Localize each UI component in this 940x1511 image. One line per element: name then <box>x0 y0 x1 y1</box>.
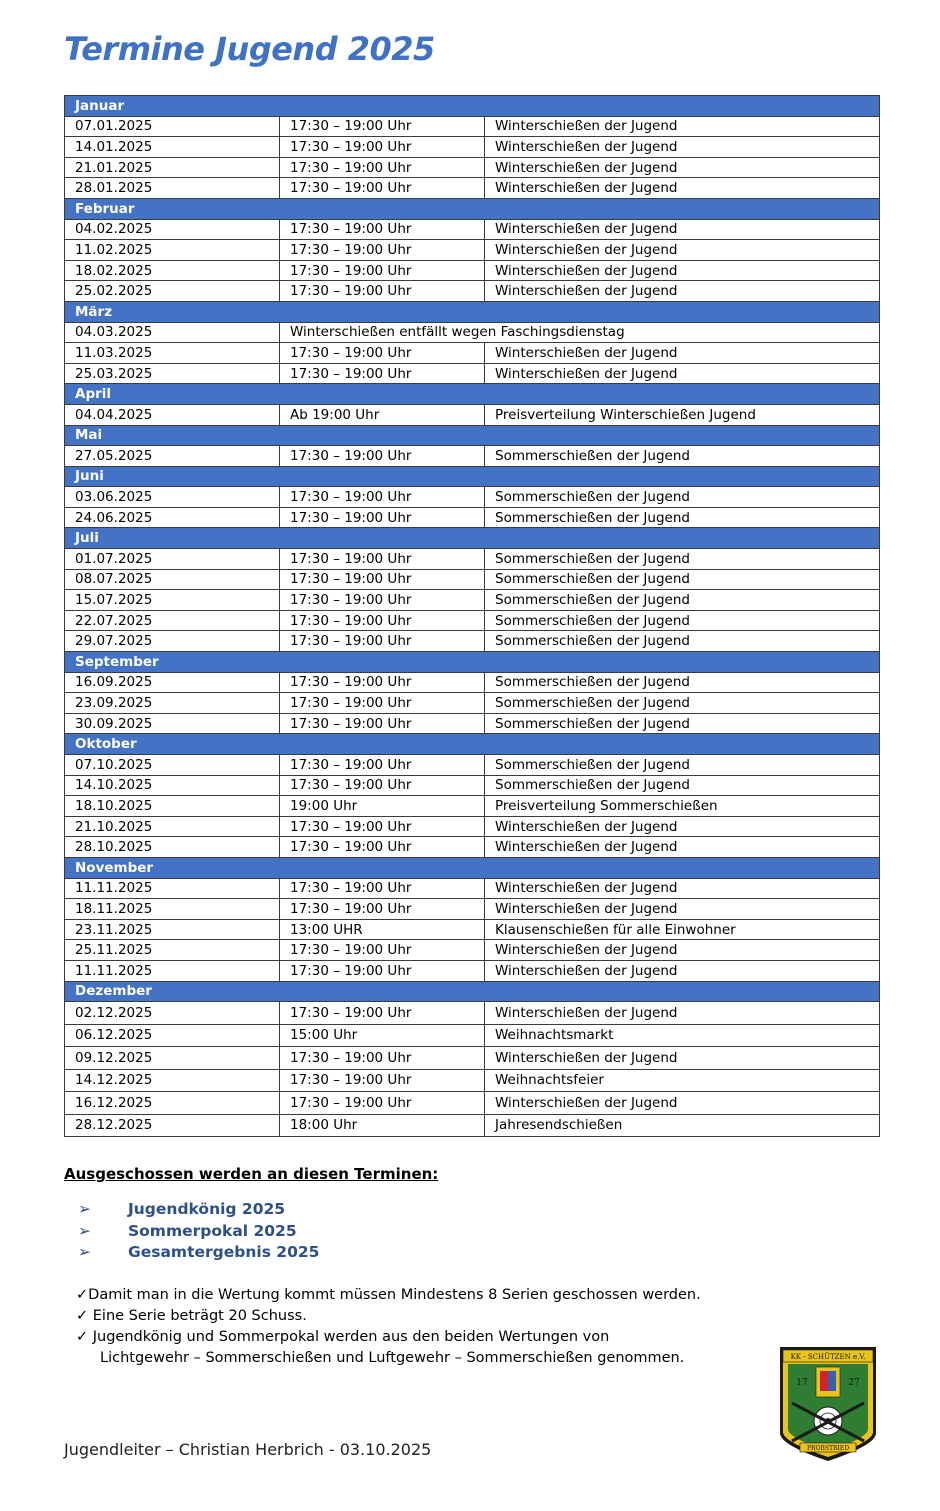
time-cell: 17:30 – 19:00 Uhr <box>280 960 485 981</box>
month-header-row <box>65 466 880 487</box>
table-row <box>65 507 880 528</box>
time-cell: 17:30 – 19:00 Uhr <box>280 219 485 240</box>
time-cell: 17:30 – 19:00 Uhr <box>280 899 485 920</box>
award-label: Sommerpokal 2025 <box>128 1221 297 1240</box>
event-cell: Preisverteilung Winterschießen Jugend <box>485 404 880 425</box>
table-row <box>65 260 880 281</box>
date-cell: 07.10.2025 <box>65 755 280 776</box>
month-header-row <box>65 981 880 1002</box>
date-cell: 18.11.2025 <box>65 899 280 920</box>
event-cell: Winterschießen der Jugend <box>485 260 880 281</box>
date-cell: 02.12.2025 <box>65 1002 280 1025</box>
event-cell: Winterschießen der Jugend <box>485 363 880 384</box>
time-cell: 17:30 – 19:00 Uhr <box>280 837 485 858</box>
table-row <box>65 610 880 631</box>
month-name: Januar <box>65 96 880 117</box>
month-header-row <box>65 528 880 549</box>
time-cell: 17:30 – 19:00 Uhr <box>280 260 485 281</box>
table-row <box>65 1069 880 1092</box>
table-row <box>65 816 880 837</box>
date-cell: 18.02.2025 <box>65 260 280 281</box>
event-cell: Sommerschießen der Jugend <box>485 631 880 652</box>
rule-item: ✓ Jugendkönig und Sommerpokal werden aus den beiden Wertungen von <box>76 1329 610 1345</box>
date-cell: 03.06.2025 <box>65 487 280 508</box>
date-cell: 28.12.2025 <box>65 1114 280 1137</box>
time-cell: 17:30 – 19:00 Uhr <box>280 755 485 776</box>
schedule-table <box>64 95 880 1137</box>
time-cell: 17:30 – 19:00 Uhr <box>280 1092 485 1115</box>
award-label: Jugendkönig 2025 <box>128 1200 286 1218</box>
table-row <box>65 940 880 961</box>
date-cell: 30.09.2025 <box>65 713 280 734</box>
table-row <box>65 178 880 199</box>
table-row <box>65 116 880 137</box>
event-cell: Winterschießen der Jugend <box>485 240 880 261</box>
event-cell: Winterschießen der Jugend <box>485 137 880 158</box>
table-row <box>65 281 880 302</box>
month-header-row <box>65 734 880 755</box>
event-cell: Winterschießen der Jugend <box>485 157 880 178</box>
arrow-bullet-icon: ➢ <box>78 1243 91 1261</box>
time-cell: 17:30 – 19:00 Uhr <box>280 157 485 178</box>
month-header-row <box>65 96 880 117</box>
table-row <box>65 775 880 796</box>
date-cell: 22.07.2025 <box>65 610 280 631</box>
time-cell: 17:30 – 19:00 Uhr <box>280 363 485 384</box>
event-cell: Preisverteilung Sommerschießen <box>485 796 880 817</box>
time-cell: 17:30 – 19:00 Uhr <box>280 240 485 261</box>
date-cell: 24.06.2025 <box>65 507 280 528</box>
table-row <box>65 219 880 240</box>
month-name: März <box>65 301 880 322</box>
table-row <box>65 487 880 508</box>
event-cell: Winterschießen der Jugend <box>485 878 880 899</box>
date-cell: 29.07.2025 <box>65 631 280 652</box>
event-cell: Klausenschießen für alle Einwohner <box>485 919 880 940</box>
month-name: Mai <box>65 425 880 446</box>
time-cell: 17:30 – 19:00 Uhr <box>280 569 485 590</box>
arrow-bullet-icon: ➢ <box>78 1200 91 1218</box>
month-name: Februar <box>65 198 880 219</box>
table-row <box>65 1114 880 1137</box>
event-cell: Weihnachtsmarkt <box>485 1024 880 1047</box>
event-cell: Winterschießen der Jugend <box>485 178 880 199</box>
date-cell: 15.07.2025 <box>65 590 280 611</box>
time-cell: 17:30 – 19:00 Uhr <box>280 116 485 137</box>
rules-list <box>76 1285 701 1369</box>
date-cell: 28.01.2025 <box>65 178 280 199</box>
table-row <box>65 1092 880 1115</box>
date-cell: 21.01.2025 <box>65 157 280 178</box>
award-item <box>78 1243 319 1265</box>
event-cell: Sommerschießen der Jugend <box>485 507 880 528</box>
event-cell: Winterschießen der Jugend <box>485 343 880 364</box>
table-row <box>65 137 880 158</box>
event-cell: Sommerschießen der Jugend <box>485 590 880 611</box>
event-cell: Winterschießen der Jugend <box>485 1092 880 1115</box>
time-cell: 17:30 – 19:00 Uhr <box>280 631 485 652</box>
awards-list <box>78 1200 319 1265</box>
event-cell: Sommerschießen der Jugend <box>485 610 880 631</box>
month-header-row <box>65 384 880 405</box>
time-cell: Ab 19:00 Uhr <box>280 404 485 425</box>
footer-signature: Jugendleiter – Christian Herbrich - 03.10.2025 <box>64 1440 432 1459</box>
note-cell: Winterschießen entfällt wegen Faschingsdienstag <box>280 322 880 343</box>
time-cell: 17:30 – 19:00 Uhr <box>280 775 485 796</box>
table-row <box>65 1024 880 1047</box>
event-cell: Winterschießen der Jugend <box>485 816 880 837</box>
time-cell: 15:00 Uhr <box>280 1024 485 1047</box>
time-cell: 18:00 Uhr <box>280 1114 485 1137</box>
time-cell: 17:30 – 19:00 Uhr <box>280 343 485 364</box>
table-row <box>65 240 880 261</box>
date-cell: 14.12.2025 <box>65 1069 280 1092</box>
time-cell: 17:30 – 19:00 Uhr <box>280 672 485 693</box>
table-row <box>65 569 880 590</box>
table-row <box>65 590 880 611</box>
emblem-crest-blue <box>828 1371 836 1391</box>
event-cell: Winterschießen der Jugend <box>485 1047 880 1070</box>
date-cell: 09.12.2025 <box>65 1047 280 1070</box>
date-cell: 16.12.2025 <box>65 1092 280 1115</box>
time-cell: 17:30 – 19:00 Uhr <box>280 590 485 611</box>
date-cell: 07.01.2025 <box>65 116 280 137</box>
month-name: September <box>65 652 880 673</box>
date-cell: 04.03.2025 <box>65 322 280 343</box>
month-name: April <box>65 384 880 405</box>
month-name: Juni <box>65 466 880 487</box>
event-cell: Winterschießen der Jugend <box>485 940 880 961</box>
table-row <box>65 363 880 384</box>
awards-heading: Ausgeschossen werden an diesen Terminen: <box>64 1165 439 1183</box>
time-cell: 17:30 – 19:00 Uhr <box>280 816 485 837</box>
event-cell: Weihnachtsfeier <box>485 1069 880 1092</box>
time-cell: 13:00 UHR <box>280 919 485 940</box>
time-cell: 17:30 – 19:00 Uhr <box>280 1047 485 1070</box>
event-cell: Winterschießen der Jugend <box>485 899 880 920</box>
date-cell: 23.09.2025 <box>65 693 280 714</box>
table-row <box>65 837 880 858</box>
event-cell: Sommerschießen der Jugend <box>485 775 880 796</box>
month-header-row <box>65 198 880 219</box>
event-cell: Jahresendschießen <box>485 1114 880 1137</box>
date-cell: 25.11.2025 <box>65 940 280 961</box>
rule-item-continuation: Lichtgewehr – Sommerschießen und Luftgewehr – Sommerschießen genommen. <box>100 1350 685 1366</box>
time-cell: 17:30 – 19:00 Uhr <box>280 693 485 714</box>
date-cell: 11.11.2025 <box>65 960 280 981</box>
award-item <box>78 1222 319 1244</box>
date-cell: 27.05.2025 <box>65 446 280 467</box>
table-row <box>65 919 880 940</box>
date-cell: 25.03.2025 <box>65 363 280 384</box>
event-cell: Sommerschießen der Jugend <box>485 693 880 714</box>
month-name: Oktober <box>65 734 880 755</box>
date-cell: 11.02.2025 <box>65 240 280 261</box>
time-cell: 17:30 – 19:00 Uhr <box>280 446 485 467</box>
club-emblem-icon <box>778 1345 878 1463</box>
page-title: Termine Jugend 2025 <box>64 30 435 68</box>
table-row <box>65 549 880 570</box>
event-cell: Sommerschießen der Jugend <box>485 487 880 508</box>
time-cell: 17:30 – 19:00 Uhr <box>280 940 485 961</box>
table-row <box>65 878 880 899</box>
event-cell: Sommerschießen der Jugend <box>485 549 880 570</box>
date-cell: 14.01.2025 <box>65 137 280 158</box>
table-row <box>65 404 880 425</box>
date-cell: 28.10.2025 <box>65 837 280 858</box>
event-cell: Sommerschießen der Jugend <box>485 755 880 776</box>
month-header-row <box>65 857 880 878</box>
table-row <box>65 796 880 817</box>
month-header-row <box>65 301 880 322</box>
emblem-year-right: 27 <box>848 1378 860 1388</box>
time-cell: 17:30 – 19:00 Uhr <box>280 137 485 158</box>
table-row <box>65 631 880 652</box>
time-cell: 17:30 – 19:00 Uhr <box>280 549 485 570</box>
event-cell: Winterschießen der Jugend <box>485 1002 880 1025</box>
date-cell: 04.04.2025 <box>65 404 280 425</box>
date-cell: 08.07.2025 <box>65 569 280 590</box>
emblem-year-left: 17 <box>796 1378 808 1388</box>
award-item <box>78 1200 319 1222</box>
event-cell: Winterschießen der Jugend <box>485 219 880 240</box>
event-cell: Sommerschießen der Jugend <box>485 713 880 734</box>
arrow-bullet-icon: ➢ <box>78 1221 91 1240</box>
date-cell: 06.12.2025 <box>65 1024 280 1047</box>
time-cell: 17:30 – 19:00 Uhr <box>280 1002 485 1025</box>
event-cell: Sommerschießen der Jugend <box>485 672 880 693</box>
time-cell: 19:00 Uhr <box>280 796 485 817</box>
table-row <box>65 755 880 776</box>
date-cell: 25.02.2025 <box>65 281 280 302</box>
award-label: Gesamtergebnis 2025 <box>128 1243 320 1261</box>
event-cell: Sommerschießen der Jugend <box>485 569 880 590</box>
table-row <box>65 446 880 467</box>
date-cell: 01.07.2025 <box>65 549 280 570</box>
table-row <box>65 960 880 981</box>
month-header-row <box>65 425 880 446</box>
time-cell: 17:30 – 19:00 Uhr <box>280 281 485 302</box>
month-header-row <box>65 652 880 673</box>
table-row <box>65 1047 880 1070</box>
time-cell: 17:30 – 19:00 Uhr <box>280 610 485 631</box>
table-row <box>65 713 880 734</box>
time-cell: 17:30 – 19:00 Uhr <box>280 713 485 734</box>
date-cell: 23.11.2025 <box>65 919 280 940</box>
event-cell: Sommerschießen der Jugend <box>485 446 880 467</box>
date-cell: 11.03.2025 <box>65 343 280 364</box>
table-row <box>65 693 880 714</box>
table-row <box>65 157 880 178</box>
table-row <box>65 1002 880 1025</box>
date-cell: 16.09.2025 <box>65 672 280 693</box>
table-row <box>65 672 880 693</box>
event-cell: Winterschießen der Jugend <box>485 281 880 302</box>
emblem-crest-red <box>820 1371 828 1391</box>
table-row <box>65 899 880 920</box>
month-name: November <box>65 857 880 878</box>
month-name: Juli <box>65 528 880 549</box>
date-cell: 14.10.2025 <box>65 775 280 796</box>
date-cell: 18.10.2025 <box>65 796 280 817</box>
time-cell: 17:30 – 19:00 Uhr <box>280 1069 485 1092</box>
emblem-top-text: KK - SCHÜTZEN e.V. <box>790 1353 866 1361</box>
time-cell: 17:30 – 19:00 Uhr <box>280 878 485 899</box>
event-cell: Winterschießen der Jugend <box>485 837 880 858</box>
table-row <box>65 322 880 343</box>
rule-item: ✓Damit man in die Wertung kommt müssen Mindestens 8 Serien geschossen werden. <box>76 1287 701 1303</box>
event-cell: Winterschießen der Jugend <box>485 960 880 981</box>
date-cell: 11.11.2025 <box>65 878 280 899</box>
time-cell: 17:30 – 19:00 Uhr <box>280 178 485 199</box>
rule-item: ✓ Eine Serie beträgt 20 Schuss. <box>76 1308 307 1324</box>
table-row <box>65 343 880 364</box>
event-cell: Winterschießen der Jugend <box>485 116 880 137</box>
time-cell: 17:30 – 19:00 Uhr <box>280 507 485 528</box>
time-cell: 17:30 – 19:00 Uhr <box>280 487 485 508</box>
emblem-bottom-text: PROBSTRIED <box>806 1445 850 1452</box>
date-cell: 04.02.2025 <box>65 219 280 240</box>
date-cell: 21.10.2025 <box>65 816 280 837</box>
month-name: Dezember <box>65 981 880 1002</box>
